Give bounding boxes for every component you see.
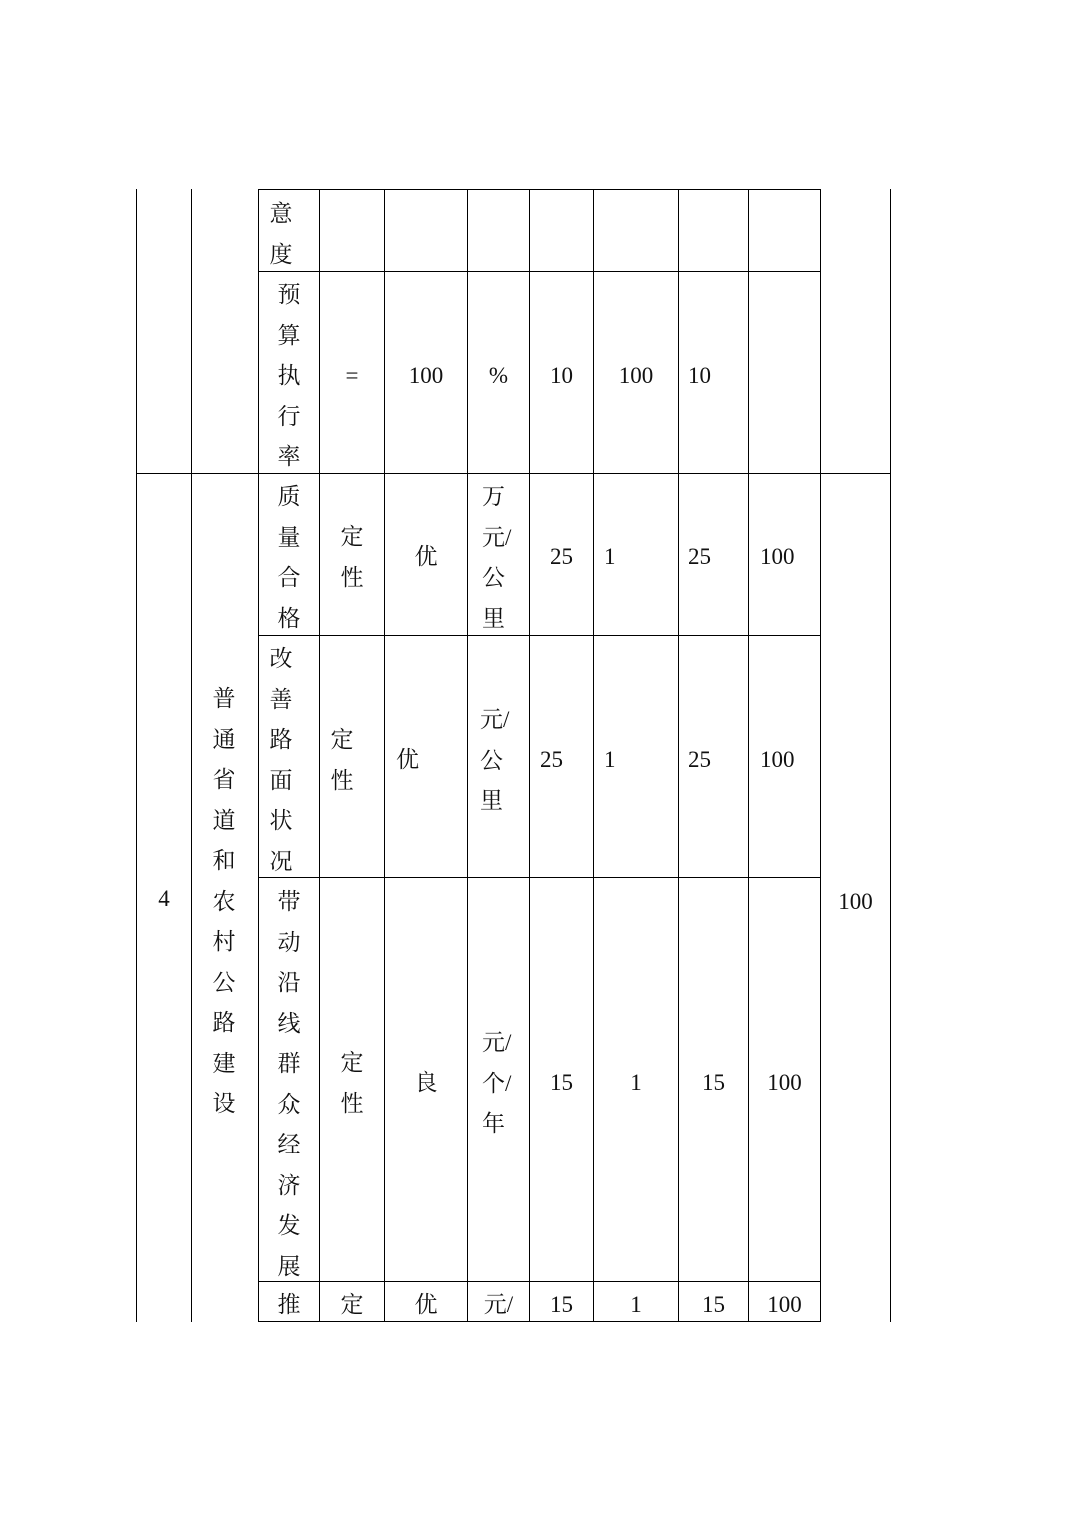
weight-cell: 10 bbox=[550, 363, 573, 388]
unit-cell bbox=[472, 477, 524, 639]
nature-cell bbox=[323, 720, 361, 801]
target-cell: 优 bbox=[414, 1292, 438, 1317]
unit-text: 元/个/年 bbox=[482, 1030, 512, 1136]
unit-cell bbox=[470, 700, 522, 822]
nature-cell bbox=[333, 517, 371, 598]
unit-cell: % bbox=[488, 363, 509, 388]
indicator-text: 质量合格 bbox=[277, 484, 301, 631]
col7-cell: 25 bbox=[688, 747, 711, 772]
col7-cell: 15 bbox=[702, 1070, 725, 1095]
target-cell: 100 bbox=[408, 363, 444, 388]
nature-cell bbox=[333, 1043, 371, 1124]
col8-cell: 100 bbox=[767, 1292, 802, 1317]
indicator-cell bbox=[270, 477, 308, 639]
unit-cell: 元/ bbox=[483, 1292, 514, 1317]
project-number: 4 bbox=[158, 886, 170, 911]
indicator-text: 预算执行率 bbox=[277, 282, 301, 469]
indicator-cell bbox=[270, 275, 308, 478]
indicator-cell bbox=[270, 882, 308, 1287]
nature-cell: 定 bbox=[340, 1292, 364, 1317]
col7-cell: 15 bbox=[702, 1292, 725, 1317]
indicator-cell bbox=[262, 639, 300, 882]
col8-cell: 100 bbox=[760, 747, 795, 772]
project-name-text: 普通省道和农村公路建设 bbox=[212, 686, 236, 1116]
weight-cell: 25 bbox=[540, 747, 563, 772]
col6-cell: 1 bbox=[630, 1292, 642, 1317]
weight-cell: 15 bbox=[550, 1070, 573, 1095]
indicator-text: 改善路面状况 bbox=[269, 646, 293, 874]
project-total: 100 bbox=[838, 889, 873, 914]
weight-cell: 25 bbox=[550, 544, 573, 569]
col6-cell: 100 bbox=[618, 363, 654, 388]
col6-cell: 1 bbox=[604, 747, 616, 772]
target-cell: 优 bbox=[414, 544, 438, 569]
unit-text: 万元/公里 bbox=[482, 484, 512, 631]
target-cell: 良 bbox=[414, 1070, 438, 1095]
indicator-cell bbox=[262, 194, 300, 275]
project-name bbox=[205, 679, 243, 1125]
indicator-text: 意度 bbox=[269, 201, 293, 267]
indicator-cell: 推 bbox=[277, 1292, 301, 1317]
nature-text: 定性 bbox=[340, 524, 364, 590]
unit-cell bbox=[472, 1023, 524, 1145]
indicator-text: 带动沿线群众经济发展 bbox=[277, 889, 301, 1279]
col7-cell: 10 bbox=[688, 363, 711, 388]
col6-cell: 1 bbox=[604, 544, 616, 569]
unit-text: 元/公里 bbox=[480, 707, 510, 813]
weight-cell: 15 bbox=[550, 1292, 573, 1317]
target-cell: 优 bbox=[396, 747, 419, 772]
nature-cell: = bbox=[345, 363, 359, 388]
col8-cell: 100 bbox=[767, 1070, 802, 1095]
col8-cell: 100 bbox=[760, 544, 795, 569]
nature-text: 定性 bbox=[340, 1050, 364, 1116]
col7-cell: 25 bbox=[688, 544, 711, 569]
col6-cell: 1 bbox=[630, 1070, 642, 1095]
nature-text: 定性 bbox=[330, 727, 354, 793]
